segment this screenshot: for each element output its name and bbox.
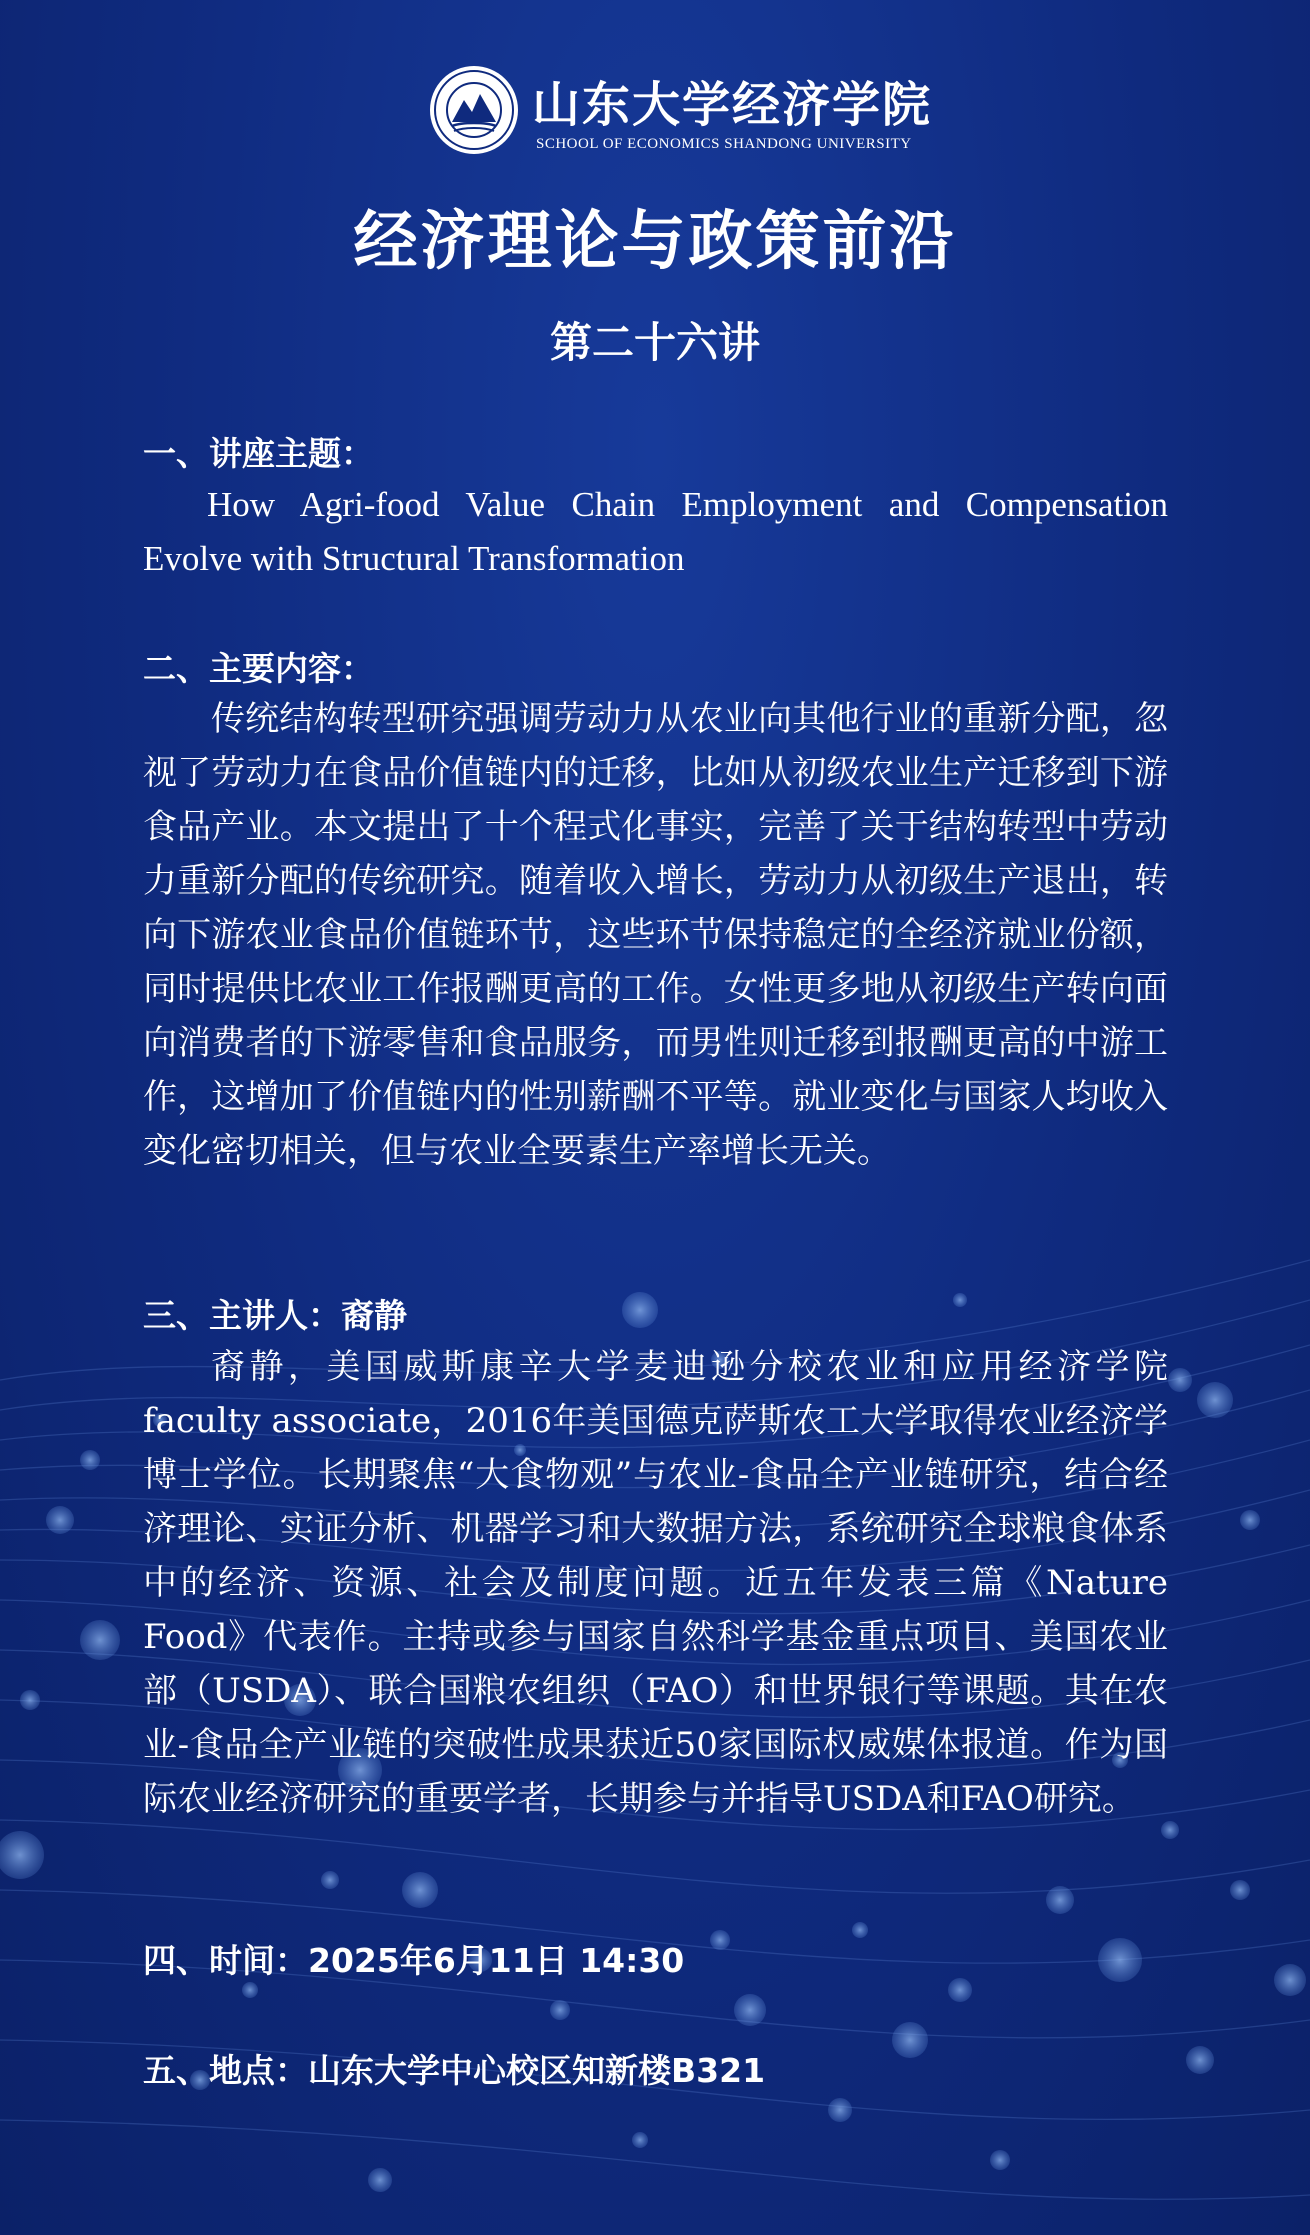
content-body: 传统结构转型研究强调劳动力从农业向其他行业的重新分配，忽视了劳动力在食品价值链内的迁移，比如从初级农业生产迁移到下游食品产业。本文提出了十个程式化事实，完善了关于结构转型中劳动力重新分配的传统研究。随着收入增长，劳动力从初级生产退出，转向下游农业食品价值链环节，这些环节保持稳定的全经济就业份额，同时提供比农业工作报酬更高的工作。女性更多地从初级生产转向面向消费者的下游零售和食品服务，而男性则迁移到报酬更高的中游工作，这增加了价值链内的性别薪酬不平等。就业变化与国家人均收入变化密切相关，但与农业全要素生产率增长无关。 <box>143 699 1168 1171</box>
time-heading: 四、时间：2025年6月11日 14:30 <box>143 1941 685 1980</box>
content-heading: 二、主要内容： <box>143 649 374 688</box>
location-heading: 五、地点：山东大学中心校区知新楼B321 <box>143 2051 766 2090</box>
school-header <box>428 64 933 164</box>
speaker-body: 裔静，美国威斯康辛大学麦迪逊分校农业和应用经济学院faculty associate，2016年美国德克萨斯农工大学取得农业经济学博士学位。长期聚焦“大食物观”与农业-食品全产业链研究，结合经济理论、实证分析、机器学习和大数据方法，系统研究全球粮食体系中的经济、资源、社会及制度问题。近五年发表三篇《Nature Food》代表作。主持或参与国家自然科学基金重点项目、美国农业部（USDA）、联合国粮农组织（FAO）和世界银行等课题。其在农业-食品全产业链的突破性成果获近50家国际权威媒体报道。作为国际农业经济研究的重要学者，长期参与并指导USDA和FAO研究。 <box>143 1347 1168 1819</box>
speaker-heading: 三、主讲人：裔静 <box>143 1296 407 1335</box>
lecture-number: 第二十六讲 <box>549 318 760 367</box>
brand-english: SCHOOL OF ECONOMICS SHANDONG UNIVERSITY <box>536 136 912 152</box>
shandong-university-emblem-icon <box>428 64 520 156</box>
brand-chinese: 山东大学经济学院 <box>532 77 933 133</box>
topic-body: How Agri-food Value Chain Employment and Compensation Evolve with Structural Transformation <box>143 485 1168 578</box>
page-title: 经济理论与政策前沿 <box>353 205 957 279</box>
topic-heading: 一、讲座主题： <box>143 434 374 473</box>
